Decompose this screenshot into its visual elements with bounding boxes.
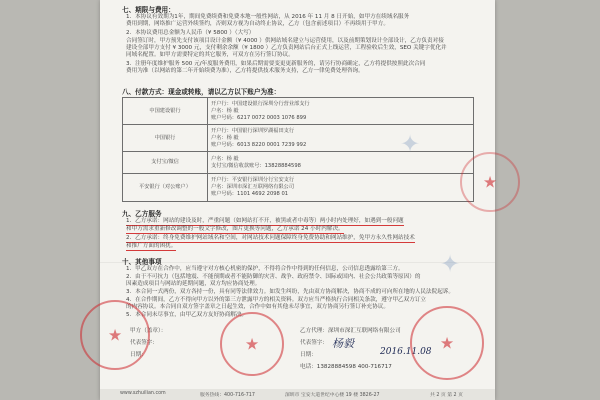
company-seal-left bbox=[80, 300, 150, 370]
section-7-line: 3．注册年度维护服务 500 元/年度服务费用，如果后期需要变更更新服务的，请另行协商确定，乙方将提供按照此次合同 bbox=[126, 61, 426, 67]
account-line: 户名：杨 毅 bbox=[211, 155, 239, 162]
section-9-line: 1．乙方承诺：网站的建设及时，严重问题（如网站打不开，被黑或者中毒等）两小时内处理好，如遇到一般问题 bbox=[126, 218, 404, 224]
company-seal-party-a bbox=[220, 312, 284, 376]
account-details-cell bbox=[208, 152, 474, 174]
page-footer bbox=[100, 389, 495, 400]
seal-star-icon: ★ bbox=[107, 325, 123, 345]
section-7-heading: 七、期限与费用： bbox=[122, 6, 175, 14]
section-8-heading: 八、付款方式：现金或转账，请以乙方以下账户为准： bbox=[122, 88, 281, 96]
bank-name-cell: 平安银行（对公账户） bbox=[123, 174, 208, 202]
section-9-line: 和推广方面的困扰。 bbox=[126, 243, 177, 249]
party-a-date-label: 日期： bbox=[130, 352, 147, 358]
account-details-cell bbox=[208, 125, 474, 152]
account-line: 开户行：中国建设银行深圳分行营业部支行 bbox=[211, 100, 310, 107]
section-10-line: 的内容协议。本合同自双方签字盖章之日起生效，合作中如有其他未尽事宜，双方协商另行签订补充协议。 bbox=[126, 304, 389, 310]
account-line: 开户行：中国银行深圳罗湖福田支行 bbox=[211, 127, 295, 134]
section-10-line: 3．本合同一式两份，双方各持一份，具有同等法律效力。如发生纠纷，先由双方协商解决，协商不成的可向所在地的人民法院起诉。 bbox=[126, 289, 454, 295]
section-10-line: 2．由于不可抗力（包括地震、不能预期或者不能防御的灾害、战争、政府禁令、国际或国内、社会公共政策等原因）的 bbox=[126, 274, 421, 280]
party-b-rep-label: 代表签字： bbox=[300, 340, 328, 346]
document-page bbox=[100, 0, 498, 400]
seal-star-icon: ★ bbox=[482, 172, 498, 192]
handwritten-signature: 杨毅 bbox=[332, 337, 354, 350]
section-10-line: 4．在合作期间，乙方不得向甲方以外的第三方泄露甲方的相关资料。双方应当严格执行合同相关条款，遵守甲乙双方订立 bbox=[126, 297, 427, 303]
party-a-label: 甲方（盖章）： bbox=[130, 328, 167, 334]
account-line: 账户号码：6217 0072 0003 1076 899 bbox=[211, 114, 307, 121]
party-b-date-label: 日期： bbox=[300, 352, 317, 358]
account-line: 户名：深圳市深汇互联网络有限公司 bbox=[211, 184, 295, 190]
seal-star-icon: ★ bbox=[244, 334, 260, 354]
footer-hotline: 服务热线：400-716-717 bbox=[200, 393, 255, 398]
section-7-line: 费用为准（以网站的第二年开始续费为准），乙方将提供技术服务支持，乙方一律免费处理咨询。 bbox=[126, 68, 364, 74]
section-9-line: 和甲方需求重新修改调整的一般文字修改，图片更换等问题，乙方承诺 24 小时内解决。 bbox=[126, 226, 344, 232]
section-9-line: 2．乙方承诺：终身免费维护网站域名和空间，对网站技术问题保障终身免费协助和网站维护，免甲方永久性网站技术 bbox=[126, 235, 415, 241]
account-details-cell bbox=[208, 98, 474, 125]
footer-website: www.szhuilian.com bbox=[120, 391, 166, 396]
section-7-line: 1．本协议有效期为1年，期间免费续费和免费本地一般性网站，从 2016 年 11 月 8 日开始，如甲方在续域名服务 bbox=[126, 14, 410, 20]
footer-page-number: 共 2 页 第 2 页 bbox=[430, 393, 463, 398]
account-line: 账户号码：1101 4692 2098 01 bbox=[211, 191, 289, 197]
section-7-line: 2．本协议费用总金额为人民币（¥ 5800 ）（大写） bbox=[126, 30, 255, 36]
watermark-star-icon: ✦ bbox=[440, 250, 461, 278]
table-row bbox=[123, 174, 474, 202]
account-line: 户名：杨 毅 bbox=[211, 134, 239, 141]
section-7-line: 同域名配置。如甲方需要特定的其它服务，可双方在另行签订协议。 bbox=[126, 52, 294, 58]
account-line: 账户号码：6013 8220 0001 7239 992 bbox=[211, 141, 307, 148]
section-10-heading: 十、其他事项 bbox=[122, 258, 162, 266]
party-b-label: 乙方代理：深圳市深汇互联网络有限公司 bbox=[300, 328, 401, 334]
company-seal-party-b bbox=[410, 306, 484, 380]
section-7-line: 建设全部甲方支付 ¥ 3000 元，支付剩余余额（¥ 1800 ）乙方负责网站后台正式上线运营，工程验收后生效，SEO 关键字优化并 bbox=[126, 45, 447, 51]
footer-address: 深圳市 宝安大道世纪中心楼 19 楼 3826-27 bbox=[285, 393, 380, 398]
bank-name-cell: 中国建设银行 bbox=[123, 98, 208, 125]
section-10-line: 1．甲乙双方在合作中，应当遵守对方核心机密的保护，不得将合作中得到的任何信息，公司信息透露给第三方。 bbox=[126, 266, 404, 272]
account-line: 开户行：平安银行深圳分行宝安支行 bbox=[211, 177, 295, 183]
handwritten-date: 2016.11.08 bbox=[380, 347, 432, 357]
table-row bbox=[123, 98, 474, 125]
party-b-phone: 电话：13828884598 400-716717 bbox=[300, 364, 392, 370]
company-seal-edge bbox=[460, 152, 520, 212]
watermark-star-icon: ✦ bbox=[400, 130, 421, 158]
account-line: 支付宝/微信收款账号：13828884598 bbox=[211, 162, 301, 169]
section-10-line: 因素造成项目与网站的延期问题，双方均应协商处理。 bbox=[126, 281, 261, 287]
account-details-cell bbox=[208, 174, 474, 202]
section-9-heading: 九、乙方服务 bbox=[122, 210, 162, 218]
table-row bbox=[123, 152, 474, 174]
paper-fold-line bbox=[100, 262, 495, 263]
bank-name-cell: 支付宝/微信 bbox=[123, 152, 208, 174]
section-7-line: 费用到期，网络推广运营外续签约，否则双方视为自动终止协议，乙方（包含前述项目）不再续用于甲方。 bbox=[126, 21, 389, 27]
section-7-line: 合同签订时，甲方预先支付该项目设计金额（¥ 4000 ）供网站域名建立与运营使用，以及前期策划设计全部设计，乙方负责对接 bbox=[126, 38, 444, 44]
section-10-line: 5．本合同未尽事宜，由甲乙双方友好协商解决。 bbox=[126, 312, 248, 318]
seal-star-icon: ★ bbox=[439, 333, 455, 353]
account-line: 户名：杨 毅 bbox=[211, 107, 239, 114]
party-a-rep-label: 代表签字： bbox=[130, 340, 158, 346]
bank-name-cell: 中国银行 bbox=[123, 125, 208, 152]
payment-accounts-table bbox=[122, 97, 474, 202]
table-row bbox=[123, 125, 474, 152]
